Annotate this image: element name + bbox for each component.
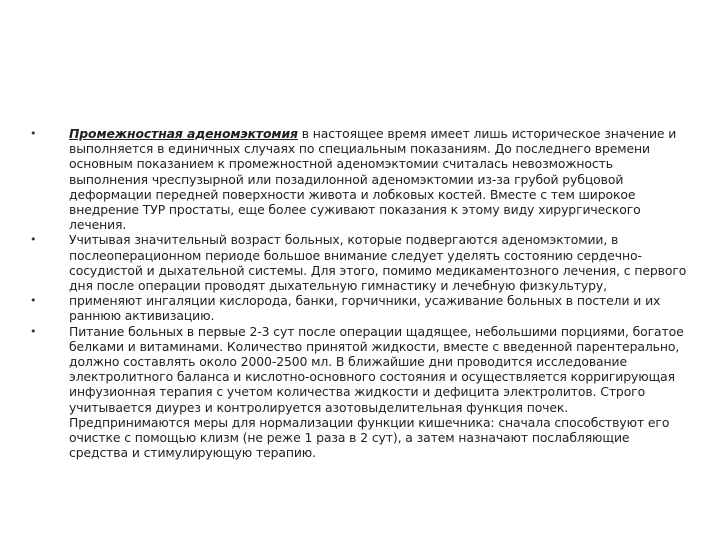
bullet-text: в настоящее время имеет лишь историческое значение и выполняется в единичных случаях по специальным показаниям. До последнего времени основным показанием к промежностной аденомэктомии считалась невозможность выполнения чреспузырной или позадилонной аденомэктомии из-за грубой рубцовой деформации передней поверхности живота и лобковых костей. Вместе с тем широкое внедрение ТУР простаты, еще более суживают показания к этому виду хирургического лечения.	[69, 126, 677, 233]
bullet-list	[30, 126, 690, 460]
bullet-lead-term: Промежностная аденомэктомия	[69, 126, 298, 141]
bullet-icon: •	[30, 324, 37, 338]
bullet-item-1	[30, 126, 690, 232]
bullet-icon: •	[30, 294, 37, 308]
bullet-text: применяют ингаляции кислорода, банки, горчичники, усаживание больных в постели и их раннюю активизацию.	[69, 293, 661, 324]
bullet-text: Учитывая значительный возраст больных, которые подвергаются аденомэктомии, в послеоперационном периоде большое внимание следует уделять состоянию сердечно-сосудистой и дыхательной системы. Для этого, помимо медикаментозного лечения, с первого дня после операции проводят дыхательную гимнастику и лечебную физкультуру,	[69, 232, 687, 294]
bullet-item-4	[30, 324, 690, 461]
bullet-icon: •	[30, 233, 37, 247]
bullet-item-2	[30, 232, 690, 293]
bullet-text: Питание больных в первые 2-3 сут после операции щадящее, небольшими порциями, богатое белками и витаминами. Количество принятой жидкости, вместе с введенной парентерально, должно составлять около 2000-2500 мл. В ближайшие дни проводится исследование электролитного баланса и кислотно-основного состояния и осуществляется корригирующая инфузионная терапия с учетом количества жидкости и дефицита электролитов. Строго учитывается диурез и контролируется азотовыделительная функция почек. Предпринимаются меры для нормализации функции кишечника: сначала способствуют его очистке с помощью клизм (не реже 1 раза в 2 сут), а затем назначают послабляющие средства и стимулирующую терапию.	[69, 323, 684, 461]
bullet-item-3	[30, 293, 690, 323]
bullet-icon: •	[30, 127, 37, 140]
